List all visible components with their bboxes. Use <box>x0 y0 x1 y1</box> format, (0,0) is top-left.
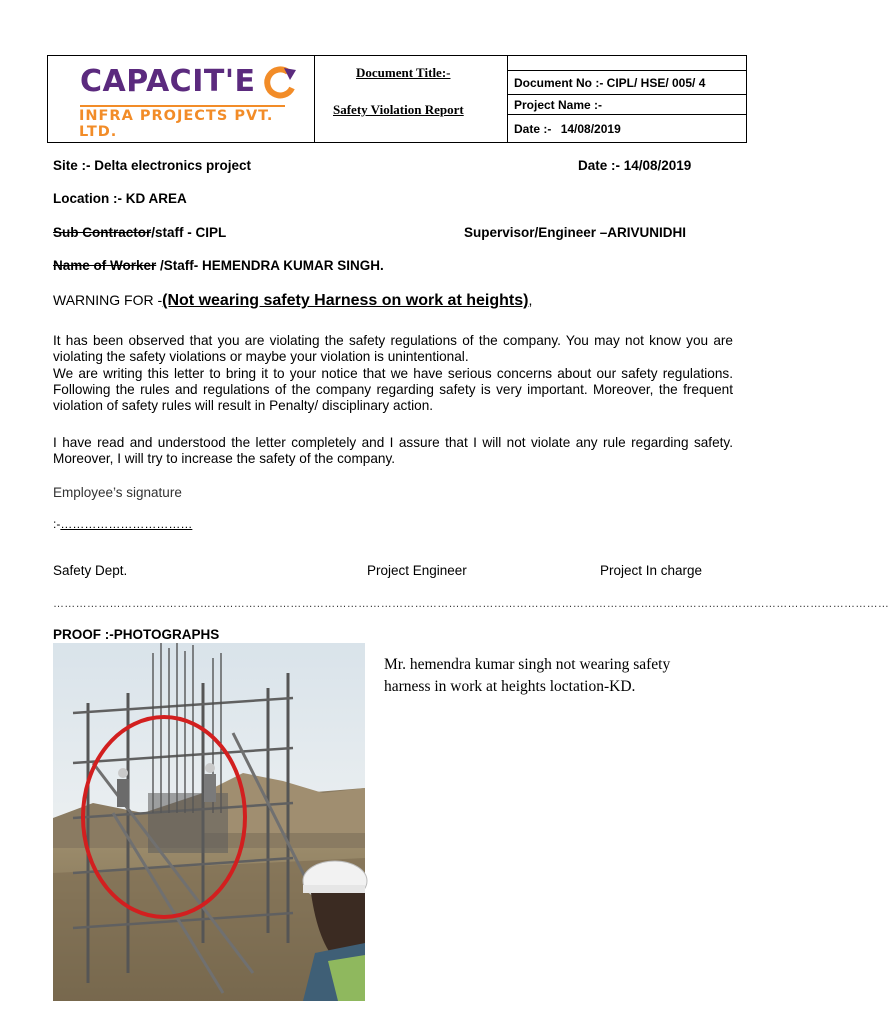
warning-prefix: WARNING FOR - <box>53 292 163 308</box>
employee-signature-label: Employee’s signature <box>53 485 182 500</box>
warning-suffix: , <box>528 292 533 308</box>
warning-text: (Not wearing safety Harness on work at heights) <box>162 292 529 309</box>
worker-value: /Staff- HEMENDRA KUMAR SINGH. <box>156 258 384 273</box>
sub-contractor-value: /staff - CIPL <box>151 225 227 240</box>
proof-photograph <box>53 643 365 1001</box>
paragraph-observation: It has been observed that you are violating the safety regulations of the company. You may not know you are violating the safety violations or maybe your violation is unintentional. <box>53 333 733 365</box>
project-incharge-label: Project In charge <box>600 563 703 578</box>
sub-contractor-struck: Sub Contractor <box>53 225 152 240</box>
supervisor-field: Supervisor/Engineer –ARIVUNIDHI <box>464 225 687 240</box>
proof-caption: Mr. hemendra kumar singh not wearing safety harness in work at heights loctation-KD. <box>384 656 671 695</box>
date-field: Date :- 14/08/2019 <box>578 158 692 173</box>
site-field: Site :- Delta electronics project <box>53 158 252 173</box>
logo-cell <box>48 56 315 142</box>
signature-line <box>53 517 192 531</box>
logo-arrow-icon <box>262 66 300 100</box>
proof-heading: PROOF :-PHOTOGRAPHS <box>53 627 220 642</box>
warning-line <box>53 292 532 310</box>
document-header-table <box>47 55 747 143</box>
document-title-label: Document Title:- <box>356 65 451 80</box>
signature-dots: …………………………… <box>60 517 193 531</box>
document-number: Document No :- CIPL/ HSE/ 005/ 4 <box>508 70 746 94</box>
worker-field <box>53 258 384 273</box>
company-logo-subtitle: INFRA PROJECTS PVT. LTD. <box>79 108 274 140</box>
location-field: Location :- KD AREA <box>53 191 187 206</box>
logo-divider <box>80 105 285 107</box>
document-title: Safety Violation Report <box>333 102 464 117</box>
company-logo-name: CAPACIT'E <box>80 64 256 99</box>
worker-struck: Name of Worker <box>53 258 157 273</box>
signature-prefix: :- <box>53 517 61 531</box>
title-cell <box>315 56 508 142</box>
header-date <box>508 114 746 142</box>
paragraph-acknowledgement: I have read and understood the letter completely and I assure that I will not violate any rule regarding safety. Moreover, I will try to increase the safety of the company. <box>53 435 733 467</box>
doc-info-cell <box>508 56 746 142</box>
header-date-value: 14/08/2019 <box>560 122 621 136</box>
header-date-label: Date :- <box>514 122 552 136</box>
divider-dotted-line: …………………………………………………………………………………………………………………………………………………………………………………………………… <box>53 598 889 610</box>
safety-dept-label: Safety Dept. <box>53 563 128 578</box>
project-engineer-label: Project Engineer <box>367 563 467 578</box>
project-name: Project Name :- <box>508 94 746 114</box>
sub-contractor-field <box>53 225 226 240</box>
paragraph-notice: We are writing this letter to bring it to your notice that we have serious concerns about our safety regulations. Following the rules and regulations of the company regarding safety is very important. Moreover, the frequent violation of safety rules will result in Penalty/ disciplinary action. <box>53 366 733 414</box>
